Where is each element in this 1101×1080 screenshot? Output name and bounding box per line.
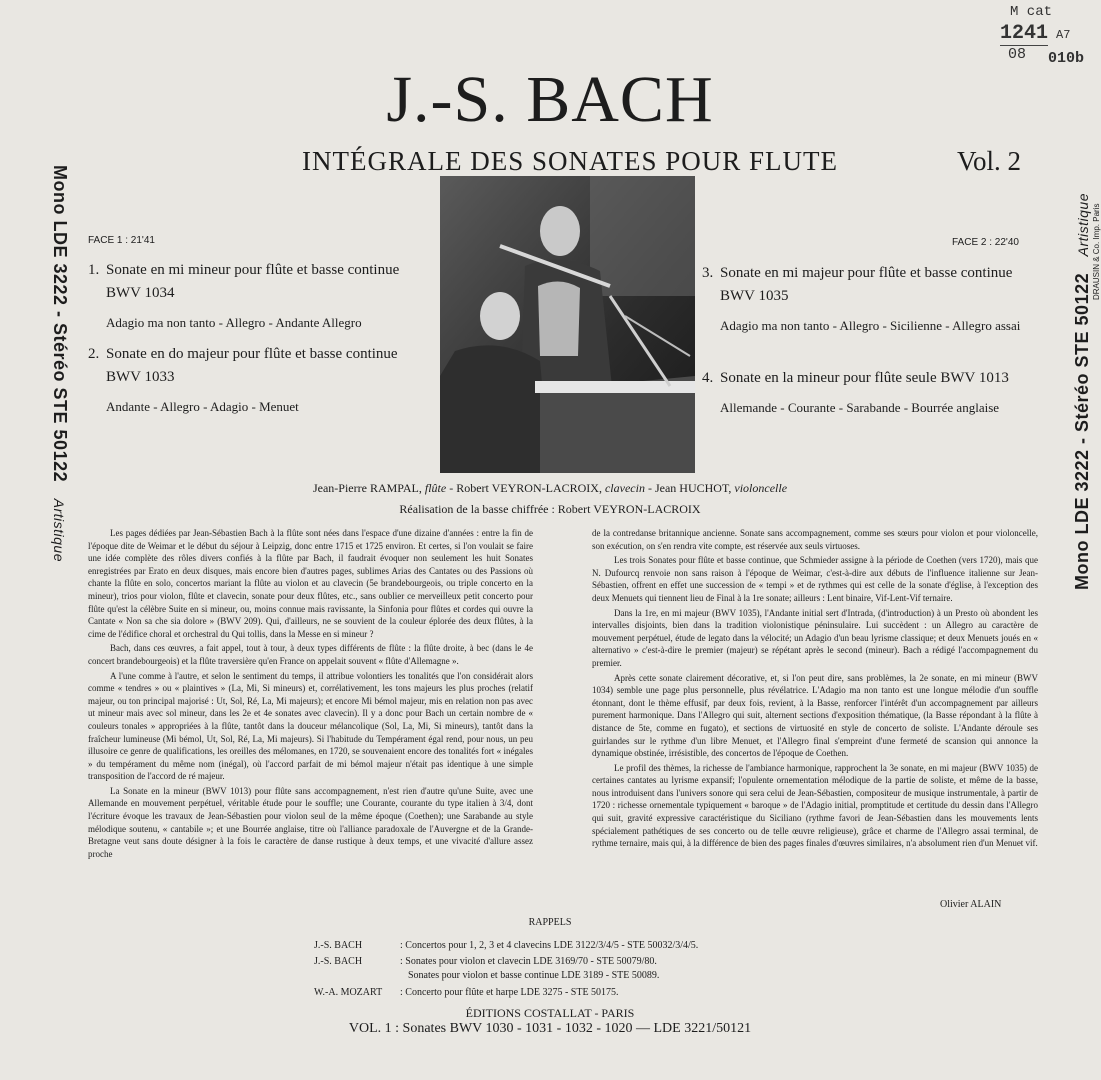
handwritten-mark-cat: M cat [1010,4,1053,20]
face-1-track-1 [88,259,418,333]
note-paragraph: Après cette sonate clairement décorative, et, si l'on peut dire, sans problèmes, la 2e sonate, en mi mineur (BWV 1034) semble une page plus personnelle, plus révélatrice. L'Adagio ma non tanto est une longue mélodie d'un souffle étonnant, dont le thème effusif, par deux fois, revient, à la Basse, renforcer l'intérêt d'un accompagnement par ailleurs purement harmonique. Dans l'Allegro qui suit, alternent sections d'exposition thématique, (la Basse répondant à la flûte à distance de 5te, comme en fugato), et sections de virtuosité en style de concerto de soliste. L'Andante déroule ses guirlandes sur le rythme d'un libre Menuet, et l'Allegro final s'empreint d'une fermeté de scansion qui annonce la dynamique obstinée, irrésistible, des concertos de l'époque de Coethen. [592,672,1038,759]
volume-label: Vol. 2 [957,146,1022,176]
performers-credit: Jean-Pierre RAMPAL, flûte - Robert VEYRON-LACROIX, clavecin - Jean HUCHOT, violoncelle [312,481,788,495]
track-title: Sonate en la mineur pour flûte seule BWV 1013 [720,370,1009,386]
spine-right-label: Artistique [1075,193,1091,257]
note-paragraph: Le profil des thèmes, la richesse de l'ambiance harmonique, rapprochent la 3e sonate, en mi majeur (BWV 1035) de certaines cantates au lyrisme expansif; l'opulente ornementation mélodique de la partie de soliste, et même de la basse, nous introduisent dans l'univers sonore qui sera celui de Jean-Sébastien, compositeur de musique instrumentale, à partir de 1720 : richesse ornementale typiquement « baroque » de l'Adagio initial, promptitude et certitude du dessin dans l'Allegro qui suit, gravité expressive caractéristique du Siciliano (rythme favori de Jean-Sébastien dans les mouvements lents spécialement pathétiques de ses concerto ou de telle œuvre religieuse), grâce et charme de l'Allegro assai terminal, de rythme ternaire, mais qui, à la différence de bien des pages finales d'œuvres similaires, n'a absolument rien d'un Menuet vif. [592,762,1038,849]
spine-right-catalog [1072,193,1093,590]
note-paragraph: Dans la 1re, en mi majeur (BWV 1035), l'Andante initial sert d'Intrada, (d'introduction) à un Presto où abondent les intervalles disjoints, bien dans la tradition violonistique péninsulaire. Lui succèdent : un Allegro au caractère de mouvement perpétuel, étude de legato dans la vélocité; un Adagio d'un beau lyrisme classique; et deux Menuets joués en « alternativo » c'est-à-dire le premier (majeur) se répétant après le second (mineur). Bach a rédigé l'accompagnement du premier. [592,607,1038,668]
volume-1-line: VOL. 1 : Sonates BWV 1030 - 1031 - 1032 - 1020 — LDE 3221/50121 [348,1021,752,1036]
note-paragraph: Les pages dédiées par Jean-Sébastien Bach à la flûte sont nées dans l'espace d'une dizaine d'années : entre la fin de l'époque dite de Weimar et le début du séjour à Leipzig, donc entre 1715 et 1725 environ. Et certes, si l'on voulait se faire une idée complète des rôles divers confiés à la flûte par Bach, il faudrait évoquer non seulement les huit Sonates enregistrées par Erato en deux disques, mais encore bien d'autres pages, sublimes Arias des Cantates ou des Passions où chante la flûte en solo, concertos mariant la flûte au violon et au clavecin (5e brandebourgeois, ou triple concerto en la mineur), trios pour violon, flûte et clavecin, sonate pour deux flûtes, etc., sans oublier ce merveilleux petit concerto pour flûte qu'est la célèbre Suite en si mineur, ou, moins connue mais ravissante, la Sinfonia pour flûtes et cordes qui ouvre la Cantate « Non sa che sia dolore » (BWV 209). Qui, d'ailleurs, ne se souvient de la couleur éplorée des deux flûtes, à la cime de l'édifice choral et orchestral du Qui tollis, dans la Messe en si mineur ? [88,528,533,639]
rappel-row [314,956,657,967]
performer-huchot: Jean HUCHOT, [654,481,732,495]
rappel-row [314,987,619,998]
note-paragraph: Bach, dans ces œuvres, a fait appel, tout à tour, à deux types différents de flûte : la flûte droite, à bec (dans le 4e concert brandebourgeois) et la flûte traversière qu'en France on appelait souvent « flûte d'Allemagne ». [88,643,533,666]
face-1-duration: FACE 1 : 21'41 [88,235,155,246]
performer-huchot-role: violoncelle [734,481,788,495]
performers-photo-illustration [440,176,695,473]
track-movements: Allemande - Courante - Sarabande - Bourrée anglaise [720,400,1000,415]
track-number: 4. [702,370,714,386]
track-number: 3. [702,265,714,281]
rappel-row [314,970,659,981]
handwritten-mark-catalog-number: 1241 [1000,22,1049,45]
face-2-duration: FACE 2 : 22'40 [952,237,1019,248]
album-title: INTÉGRALE DES SONATES POUR FLUTE [301,146,838,176]
liner-notes-right [592,527,1038,852]
rappel-composer: W.-A. MOZART [314,987,383,998]
printer-credit: DRAUSIN & Co. Imp. Paris [1092,203,1101,300]
rappel-composer: J.-S. BACH [314,940,363,951]
performer-veyron-role: clavecin [604,481,645,495]
performers-photo [440,176,695,473]
note-paragraph: A l'une comme à l'autre, et selon le sentiment du temps, il attribue volontiers les tonalités que l'on considérait alors comme « tendres » ou « plaintives » (La, Mi, Si mineurs) et, corrélativement, les tons majeurs les plus proches (relatif majeur, ou ton principal majorisé : Ut, Sol, Ré, La, Mi majeurs); et encore Mi bémol majeur, mis en relation non pas avec ut mineur mais avec sol mineur, dans les 2e et 4e sonates avec clavecin). Il y a donc pour Bach un certain nombre de « couleurs tonales » appropriées à la flûte, tantôt dans la douceur mélancolique (Sol, La, Mi, Si mineurs), tantôt dans la fraîcheur lumineuse (Mi bémol, Ut, Sol, Ré, La, Mi majeurs). Si l'habitude du Tempérament égal rend, pour nous, un peu illusoire ce genre de qualifications, les oreilles des mélomanes, en 1720, se souvenaient encore des tonalités fort « inégales » du tempérament du même nom (inégal), où l'accord parfait de mi bémol majeur n'était pas identique à une simple transposition de l'accord de ré majeur. [88,670,533,782]
performer-veyron: Robert VEYRON-LACROIX, [456,481,602,495]
rappel-text: : Concertos pour 1, 2, 3 et 4 clavecins LDE 3122/3/4/5 - STE 50032/3/4/5. [400,940,699,951]
face-1-track-2 [88,343,418,417]
rappel-row [314,940,698,951]
track-movements: Adagio ma non tanto - Allegro - Andante Allegro [106,315,362,330]
track-title: Sonate en do majeur pour flûte et basse continue BWV 1033 [106,346,398,385]
track-movements: Andante - Allegro - Adagio - Menuet [106,399,299,414]
spine-right-number: Mono LDE 3222 - Stéréo STE 50122 [1072,272,1092,590]
note-paragraph: La Sonate en la mineur (BWV 1013) pour flûte sans accompagnement, n'est rien d'autre qu'une Suite, avec une Allemande en mouvement perpétuel, véritable étude pour le souffle; une Courante, courante du type italien à 3/4, dont l'écriture évoque les travaux de Jean-Sébastien pour violon seul de la même époque (Coethen); une Sarabande au style mélodique soutenu, « cantabile »; et une Bourrée anglaise, titre où l'alliance paradoxale de l'Auvergne et de la Grande-Bretagne veut sans doute désigner à la fois le caractère de danse rustique à deux temps, et une vivacité d'allure assez proche [88,785,533,859]
spine-left-label: Artistique [51,498,67,562]
face-2-track-4 [702,367,1032,418]
composer-heading: J.-S. BACH [386,63,714,136]
face-2-track-3 [702,262,1032,336]
track-title: Sonate en mi majeur pour flûte et basse continue BWV 1035 [720,265,1013,304]
handwritten-mark-08: 08 [1008,46,1027,63]
handwritten-mark-010b: 010b [1048,50,1085,67]
rappels-heading: RAPPELS [528,917,572,928]
continuo-realisation-credit: Réalisation de la basse chiffrée : Robert VEYRON-LACROIX [399,502,701,516]
rappel-text: : Concerto pour flûte et harpe LDE 3275 - STE 50175. [400,987,619,998]
notes-signature: Olivier ALAIN [940,899,1002,910]
liner-notes-left [88,527,533,862]
performer-rampal-role: flûte [424,481,447,495]
rappel-text: : Sonates pour violon et clavecin LDE 3169/70 - STE 50079/80. [400,956,657,967]
rappel-text: Sonates pour violon et basse continue LDE 3189 - STE 50089. [408,970,660,981]
track-movements: Adagio ma non tanto - Allegro - Sicilienne - Allegro assai [720,318,1021,333]
performer-rampal: Jean-Pierre RAMPAL, [312,481,422,495]
track-number: 1. [88,262,100,278]
spine-left-number: Mono LDE 3222 - Stéréo STE 50122 [50,165,70,483]
track-title: Sonate en mi mineur pour flûte et basse continue BWV 1034 [106,262,400,301]
handwritten-mark-a7: A7 [1056,28,1071,42]
publisher-line: ÉDITIONS COSTALLAT - PARIS [465,1006,635,1020]
note-paragraph: Les trois Sonates pour flûte et basse continue, que Schmieder assigne à la période de Coethen (vers 1720), mais que N. Dufourcq renvoie non sans raison à l'époque de Weimar, c'est-à-dire aux débuts de l'influence italienne sur Jean-Sébastien, offrent en effet une succession de « tempi » et de rythmes qui est celle de la sonate d'église, à l'exception des deux Menuets qui tiennent lieu de Final à la 1re sonate; ailleurs : Lent binaire, Vif-Lent-Vif ternaire. [592,555,1038,603]
note-paragraph: de la contredanse britannique ancienne. Sonate sans accompagnement, comme ses sœurs pour violon et pour violoncelle, son exécution, on s'en rendra vite compte, est réservée aux seuls virtuoses. [592,528,1038,551]
track-number: 2. [88,346,100,362]
rappel-composer: J.-S. BACH [314,956,363,967]
